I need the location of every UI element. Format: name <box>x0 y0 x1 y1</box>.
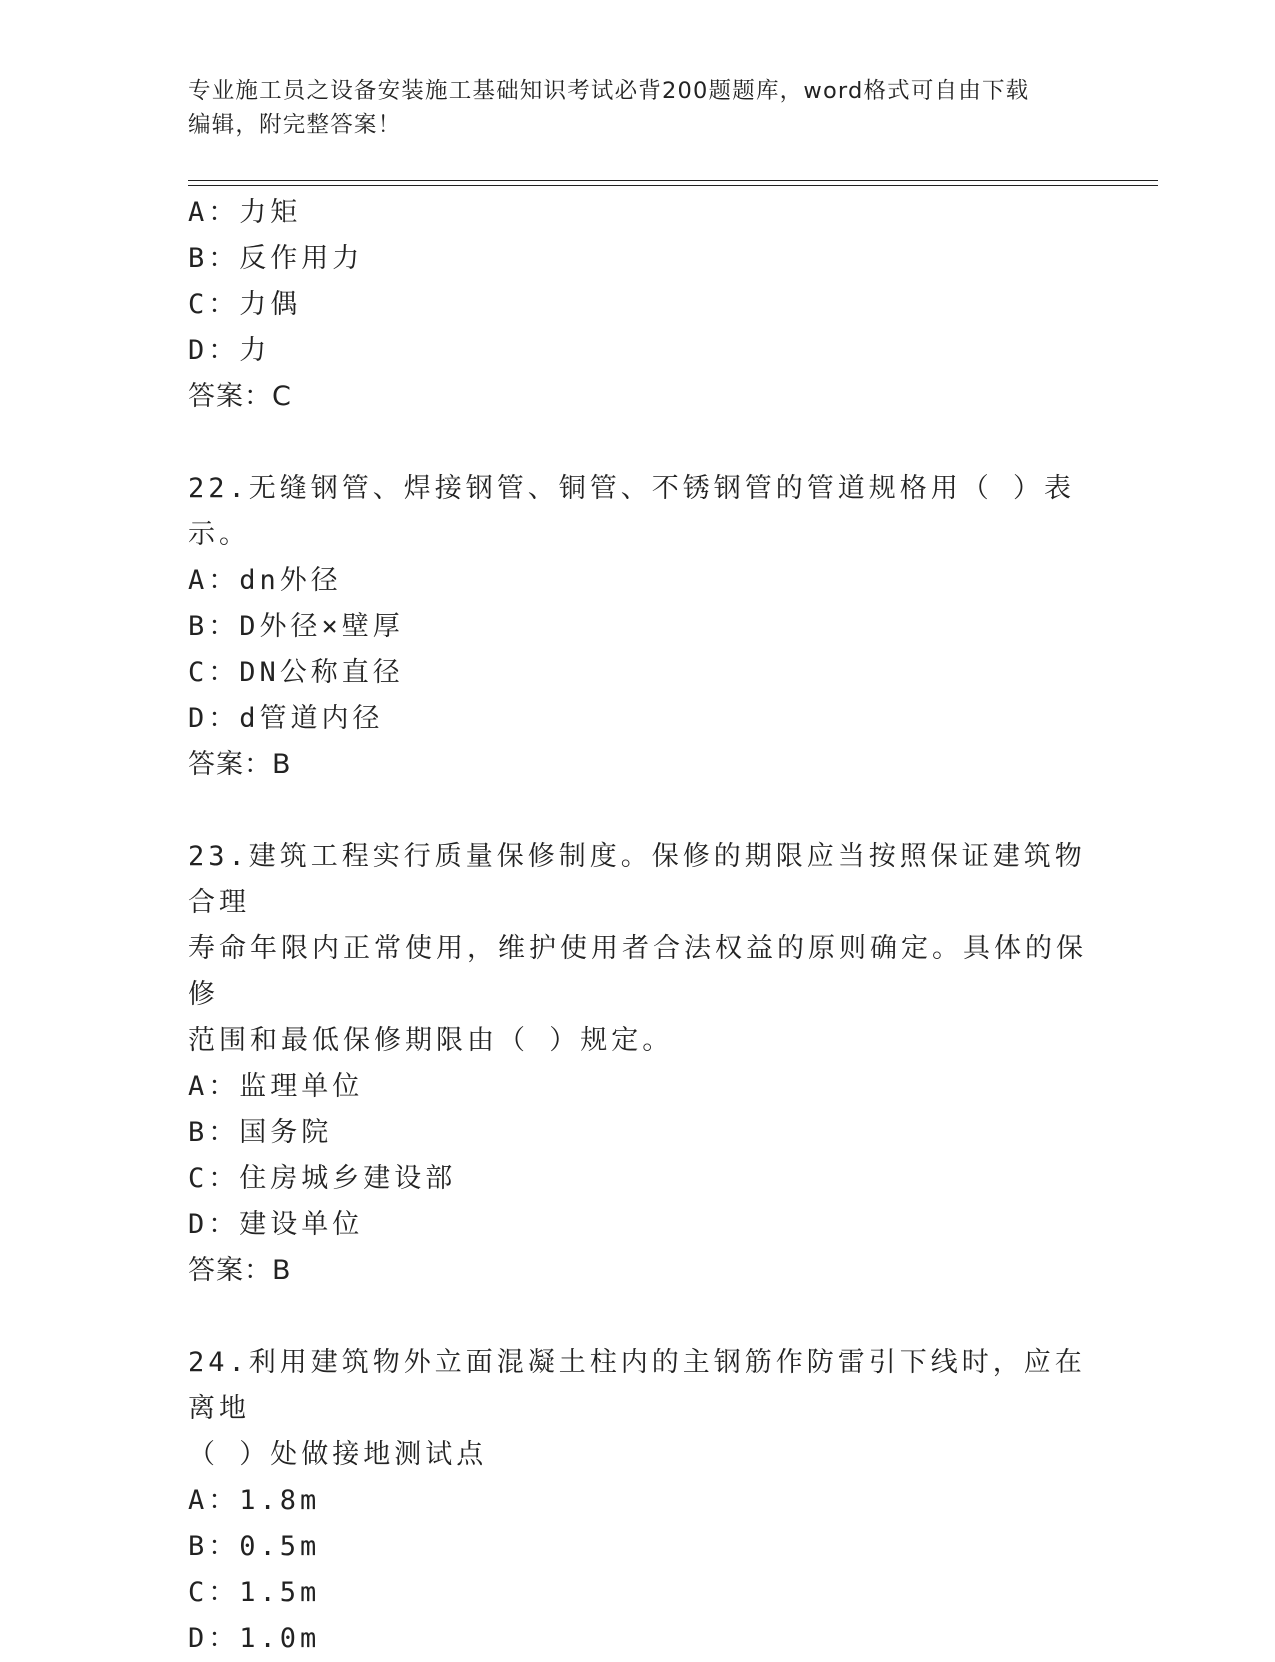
header-divider-bottom <box>188 185 1158 186</box>
option-b: B：D外径×壁厚 <box>188 611 404 642</box>
question-24 <box>188 1340 1088 1662</box>
question-stem-line: 24.利用建筑物外立面混凝土柱内的主钢筋作防雷引下线时，应在离地 <box>188 1347 1086 1424</box>
question-stem <box>188 466 1088 558</box>
question-stem-line: （ ）处做接地测试点 <box>188 1439 488 1470</box>
option-c: C：1.5m <box>188 1577 321 1608</box>
question-23 <box>188 834 1088 1294</box>
question-21 <box>188 190 1088 420</box>
option-d: D：1.0m <box>188 1623 321 1654</box>
option-c: C：DN公称直径 <box>188 657 404 688</box>
question-list <box>188 190 1088 1662</box>
option-a: A：力矩 <box>188 197 302 228</box>
answer: 答案：C <box>188 381 292 412</box>
answer: 答案：B <box>188 1255 292 1286</box>
option-d: D：d管道内径 <box>188 703 384 734</box>
header-line-1: 专业施工员之设备安装施工基础知识考试必背200题题库，word格式可自由下载 <box>188 78 1030 104</box>
option-a: A：监理单位 <box>188 1071 364 1102</box>
spacer <box>188 1294 1088 1340</box>
header-line-2: 编辑，附完整答案！ <box>188 112 402 138</box>
answer: 答案：B <box>188 749 292 780</box>
option-a: A：dn外径 <box>188 565 342 596</box>
spacer <box>188 788 1088 834</box>
question-stem-line: 范围和最低保修期限由（ ）规定。 <box>188 1025 674 1056</box>
question-stem-line: 寿命年限内正常使用，维护使用者合法权益的原则确定。具体的保修 <box>188 933 1087 1010</box>
question-stem-line: 22.无缝钢管、焊接钢管、铜管、不锈钢管的管道规格用（ ）表示。 <box>188 473 1076 550</box>
spacer <box>188 420 1088 466</box>
option-c: C：住房城乡建设部 <box>188 1163 457 1194</box>
document-header <box>188 74 1088 142</box>
option-a: A：1.8m <box>188 1485 321 1516</box>
option-d: D：建设单位 <box>188 1209 364 1240</box>
option-c: C：力偶 <box>188 289 302 320</box>
question-stem <box>188 1340 1088 1478</box>
question-22 <box>188 466 1088 788</box>
option-b: B：0.5m <box>188 1531 321 1562</box>
question-stem-line: 23.建筑工程实行质量保修制度。保修的期限应当按照保证建筑物合理 <box>188 841 1086 918</box>
option-b: B：国务院 <box>188 1117 333 1148</box>
header-divider-top <box>188 180 1158 181</box>
option-d: D：力 <box>188 335 271 366</box>
question-stem <box>188 834 1088 1064</box>
option-b: B：反作用力 <box>188 243 364 274</box>
